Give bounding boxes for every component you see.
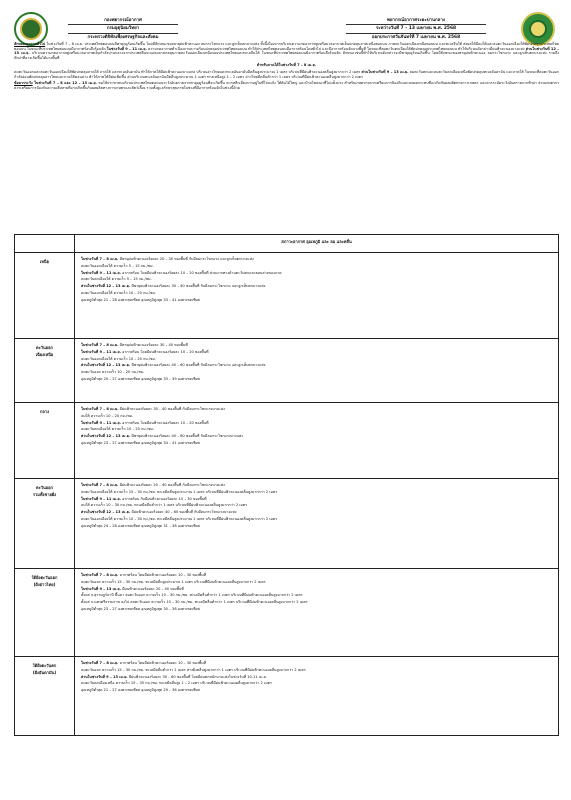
table-header-row — [15, 235, 559, 253]
forecast-line — [81, 363, 552, 368]
forecast-detail: ลมตะวันออกเฉียงใต้ ความเร็ว 10 – 20 กม./ชม. — [81, 356, 156, 361]
forecast-line — [81, 573, 552, 578]
forecast-line — [81, 264, 552, 269]
forecast-line — [81, 370, 552, 375]
forecast-period: ส่วนในช่วงวันที่ 12 – 13 เม.ย. — [81, 434, 131, 439]
forecast-title: พยากรณ์อากาศระยะปานกลาง — [346, 17, 486, 26]
forecast-detail: ลมตะวันตกเฉียงใต้ ความเร็ว 5 – 15 กม./ชม. — [81, 277, 152, 282]
region-name-cell — [15, 479, 75, 569]
forecast-line — [81, 377, 552, 382]
forecast-line — [81, 407, 552, 412]
general-weather-text-2: ความกดอากาศต่ำเนื่องจากความร้อนปกคลุมประเทศไทยตอนบน ทำให้ประเทศไทยตอนบนมีอากาศร้อนโดยทั่วไป และมีอากาศร้อนจัดบางพื้นที่ ในขณะที่ลมตะวันตกเฉียงใต้พัดปกคลุมประเทศไทยตอนบน ทำให้บริเวณดังกล่าวมีฝนฟ้าคะนองบางแห่ง — [146, 46, 525, 51]
forecast-line — [81, 503, 552, 508]
forecast-line — [81, 593, 552, 598]
forecast-period: ในช่วงวันที่ 9 – 11 เม.ย. — [81, 349, 122, 354]
region-column-header — [15, 235, 75, 253]
table-row — [15, 657, 559, 736]
forecast-detail: ลมใต้ ความเร็ว 10 – 30 กม./ชม. ทะเลมีคลื่นต่ำกว่า 1 เมตร บริเวณที่มีฝนฟ้าคะนองคลื่นสูงมากกว่า 2 เมตร — [81, 503, 248, 508]
agency-info — [68, 17, 178, 42]
region-forecast-cell — [75, 479, 559, 569]
forecast-detail: ลมตะวันออกเฉียงใต้ ความเร็ว 10 – 20 กม./ชม. — [81, 290, 156, 295]
forecast-line — [81, 510, 552, 515]
forecast-detail: มีพายุฝนฟ้าคะนองร้อยละ 30 – 40 ของพื้นที่ กับมีลมกระโชกแรง และลูกเห็บตกบางแห่ง — [130, 284, 266, 289]
south-period-2: ส่วนในช่วงวันที่ 9 – 13 เม.ย. — [361, 69, 409, 74]
region-name-cell — [15, 403, 75, 479]
region-name-cell — [15, 569, 75, 657]
forecast-period: ในช่วงวันที่ 7 – 8 เม.ย. — [81, 257, 119, 261]
regional-forecast-table — [14, 234, 559, 736]
forecast-line — [81, 284, 552, 289]
forecast-detail: อากาศร้อน โดยมีฝนฟ้าคะนองร้อยละ 10 – 30 ของพื้นที่ — [118, 573, 206, 577]
forecast-line — [81, 587, 552, 592]
forecast-line — [81, 298, 552, 303]
conditions-column-header: สภาวะอากาศ อุณหภูมิ และ ลม และคลื่น — [75, 235, 559, 253]
advice-label: ข้อควรระวัง — [14, 81, 33, 86]
forecast-detail: มีฝนฟ้าคะนองร้อยละ 30 – 60 ของพื้นที่ โดยมีฝนตกหนักบางแห่งในช่วงวันที่ 10-11 เม.ย. — [127, 674, 267, 679]
forecast-line — [81, 427, 552, 432]
forecast-line — [81, 580, 552, 585]
forecast-line — [81, 675, 552, 680]
forecast-line — [81, 483, 552, 488]
tmd-logo-icon — [14, 12, 48, 46]
forecast-detail: อุณหภูมิต่ำสุด 21 – 28 องศาเซลเซียส อุณหภูมิสูงสุด 33 – 41 องศาเซลเซียส — [81, 297, 200, 302]
forecast-detail: ลมตะวันออก ความเร็ว 15 – 30 กม./ชม. ทะเลมีคลื่นต่ำกว่า 1 เมตร ห่างฝั่งคลื่นสูงมากกว่า 1 เมตร บริเวณที่มีฝนฟ้าคะนองคลื่นสูงมากกว่า 2 เมตร — [81, 667, 306, 672]
forecast-line — [81, 350, 552, 355]
forecast-detail: ลมตะวันออกเฉียงใต้ ความเร็ว 5 – 15 กม./ชม. — [81, 263, 154, 268]
region-forecast-cell — [75, 403, 559, 479]
agency-line-2: กรมอุตุนิยมวิทยา — [68, 25, 178, 34]
forecast-detail: ลมตะวันออกเฉียงใต้ ความเร็ว 10 – 30 กม./ชม. ทะเลมีคลื่นสูงประมาณ 1 เมตร บริเวณที่มีฝนฟ้าคะนองคลื่นสูงมากกว่า 2 เมตร — [81, 516, 278, 521]
forecast-line — [81, 607, 552, 612]
forecast-detail: อุณหภูมิต่ำสุด 24 – 28 องศาเซลเซียส อุณหภูมิสูงสุด 31 – 38 องศาเซลเซียส — [81, 523, 200, 528]
forecast-detail: มีพายุฝนฟ้าคะนองร้อยละ 30 – 40 ของพื้นที่ — [118, 343, 188, 347]
forecast-summary — [14, 42, 559, 92]
forecast-detail: มีพายุฝนฟ้าคะนองร้อยละ 40 – 60 ของพื้นที่ กับมีลมกระโชกแรงบางแห่ง — [130, 434, 244, 439]
region-name-line: เหนือ — [39, 259, 50, 264]
region-name-line: (ฝั่งอ่าวไทย) — [33, 581, 56, 587]
forecast-line — [81, 357, 552, 362]
forecast-detail: ลมตะวันตกเฉียงเหนือ ความเร็ว 15 – 35 กม./ชม. ทะเลมีคลื่นสูง 1 – 2 เมตร บริเวณที่มีฝนฟ้าคะนองคลื่นสูงมากกว่า 2 เมตร — [81, 681, 272, 686]
forecast-detail: ลมใต้ ความเร็ว 10 – 20 กม./ชม. — [81, 413, 134, 418]
general-weather-label: ลักษณะอากาศทั่วไป — [14, 42, 46, 46]
forecast-line — [81, 343, 552, 348]
forecast-period: ในช่วงวันที่ 7 – 8 เม.ย. — [81, 407, 119, 411]
forecast-line — [81, 434, 552, 439]
forecast-line — [81, 257, 552, 262]
forecast-detail: อากาศร้อน โดยมีฝนฟ้าคะนองร้อยละ 10 – 20 ของพื้นที่ ส่วนมากทางด้านตะวันตกและตอนล่างของภาค — [121, 270, 282, 275]
forecast-detail: อุณหภูมิต่ำสุด 23 – 27 องศาเซลเซียส อุณหภูมิสูงสุด 30 – 36 องศาเซลเซียส — [81, 606, 200, 611]
advice-period: ในช่วงวันที่ 7 – 8 และ 12 – 13 เม.ย. — [32, 81, 97, 86]
table-row — [15, 569, 559, 657]
forecast-period: ในช่วงวันที่ 9 – 11 เม.ย. — [81, 496, 122, 501]
south-text-1: ลมตะวันออกและลมตะวันออกเฉียงใต้พัดปกคลุมภาคใต้ ภาคใต้ และทะเลอันดามัน ทำให้ภาคใต้มีฝนฟ้าคะนองบางแห่ง บริเวณอ่าวไทยและทะเลอันดามันมีคลื่นสูงประมาณ 1 เมตร บริเวณที่มีฝนฟ้าคะนองคลื่นสูงมากกว่า 2 เมตร — [14, 69, 361, 74]
forecast-detail: มีพายุฝนฟ้าคะนองร้อยละ 20 – 30 ของพื้นที่ กับมีลมกระโชกแรง และลูกเห็บตกบางแห่ง — [118, 257, 254, 261]
table-row — [15, 403, 559, 479]
region-name-line: รวมทั้งชายฝั่ง — [32, 491, 57, 497]
table-row — [15, 339, 559, 403]
table-row — [15, 253, 559, 339]
forecast-line — [81, 497, 552, 502]
region-name-line: ตะวันออก — [36, 485, 53, 490]
forecast-detail: อุณหภูมิต่ำสุด 20 – 27 องศาเซลเซียส อุณหภูมิสูงสุด 33 – 39 องศาเซลเซียส — [81, 376, 200, 381]
region-forecast-cell — [75, 569, 559, 657]
forecast-line — [81, 271, 552, 276]
general-weather-text-1: ในช่วงวันที่ 7 – 8 เม.ย. ประเทศไทยตอนบนมีพายุฤดูร้อนเกิดขึ้น โดยมีลักษณะของพายุฝนฟ้าคะนอง ลมกระโชกแรง และลูกเห็บตกบางแห่ง ทั้งนี้เนื่องจากบริเวณความกดอากาศสูงหรือมวลอากาศเย็นปกคลุมภาคเหนือตอนบน ภาคตะวันออกเฉียงเหนือตอนบน และทะเลจีนใต้ ส่งผลให้มีลมใต้และลมตะวันออกเฉียงใต้พัดปกคลุมประเทศไทยตอนบน ในขณะที่ประเทศไทยตอนบนมีอากาศร้อนถึงร้อนจัด — [14, 42, 559, 51]
region-name-cell — [15, 657, 75, 736]
forecast-detail: ตั้งแต่ จ.นครศรีธรรมราช ลงไป ลมตะวันออก ความเร็ว 10 – 30 กม./ชม. ทะเลมีคลื่นต่ำกว่า 1 เมตร บริเวณที่มีฝนฟ้าคะนองคลื่นสูงมากกว่า 2 เมตร — [81, 600, 308, 605]
forecast-line — [81, 414, 552, 419]
forecast-line — [81, 490, 552, 495]
agency-line-1: กองพยากรณ์อากาศ — [68, 17, 178, 26]
forecast-period: ส่วนในช่วงวันที่ 9 – 13 เม.ย. — [81, 674, 128, 679]
general-weather-text-3: บริเวณความกดอากาศสูงหรือมวลอากาศเย็นกำลังปานกลางจากประเทศจีนจะแผ่ลงมาปกคลุมภาคตะวันออกเฉียงเหนือของประเทศไทยและทะเลจีนใต้ ในขณะที่ประเทศไทยตอนบนมีอากาศร้อนถึงร้อนจัด ลักษณะเช่นนี้ทำให้บริเวณดังกล่าวจะมีพายุฤดูร้อนเกิดขึ้น โดยมีลักษณะของพายุฝนฟ้าคะนอง ลมกระโชกแรง และลูกเห็บตกบางแห่ง รวมถึงฟ้าผ่าที่อาจเกิดขึ้นได้บางพื้นที่ — [14, 51, 560, 60]
forecast-line — [81, 291, 552, 296]
forecast-period: ในช่วงวันที่ 7 – 8 เม.ย. — [81, 573, 119, 577]
forecast-line — [81, 421, 552, 426]
forecast-line — [81, 661, 552, 666]
forecast-period: ในช่วงวันที่ 7 – 8 เม.ย. — [81, 343, 119, 347]
region-forecast-cell — [75, 657, 559, 736]
forecast-period: ส่วนในช่วงวันที่ 12 – 13 เม.ย. — [81, 363, 131, 368]
forecast-line — [81, 688, 552, 693]
forecast-period: ในช่วงวันที่ 9 – 11 เม.ย. — [81, 270, 122, 275]
region-forecast-cell — [75, 253, 559, 339]
forecast-period: ส่วนในช่วงวันที่ 12 – 13 เม.ย. — [81, 510, 131, 515]
forecast-period: ส่วนในช่วงวันที่ 12 – 13 เม.ย. — [81, 284, 131, 289]
forecast-detail: ลมตะวันตกเฉียงใต้ ความเร็ว 10 – 20 กม./ชม. — [81, 427, 154, 432]
forecast-detail: ลมตะวันออกเฉียงใต้ ความเร็ว 15 – 30 กม./ชม. ทะเลมีคลื่นสูงประมาณ 1 เมตร บริเวณที่มีฝนฟ้าคะนองคลื่นสูงมากกว่า 2 เมตร — [81, 489, 278, 494]
forecast-detail: มีพายุฝนฟ้าคะนองร้อยละ 40 – 60 ของพื้นที่ กับมีลมกระโชกแรง และลูกเห็บตกบางแห่ง — [130, 363, 266, 368]
forecast-period: ในช่วงวันที่ 7 – 8 เม.ย. — [81, 483, 119, 487]
advice-paragraph — [14, 81, 559, 90]
forecast-period: ระหว่างวันที่ 7 – 13 เมษายน พ.ศ. 2568 — [346, 25, 486, 34]
forecast-line — [81, 524, 552, 529]
forecast-detail: มีฝนฟ้าคะนองร้อยละ 20 – 40 ของพื้นที่ กับมีลมกระโชกแรงบางแห่ง — [118, 483, 225, 487]
forecast-detail: อากาศร้อน โดยมีฝนฟ้าคะนองร้อยละ 10 – 30 ของพื้นที่ — [118, 661, 206, 665]
south-heading: สำหรับภาคใต้ในช่วงวันที่ 7 – 8 เม.ย. — [256, 63, 317, 68]
forecast-detail: ลมตะวันออก ความเร็ว 15 – 30 กม./ชม. ทะเลมีคลื่นสูงประมาณ 1 เมตร บริเวณที่มีฝนฟ้าคะนองคลื่นสูงมากกว่า 2 เมตร — [81, 579, 266, 584]
region-name-line: เฉียงเหนือ — [35, 351, 54, 357]
region-forecast-cell — [75, 339, 559, 403]
agency-line-3: กระทรวงดิจิทัลเพื่อเศรษฐกิจและสังคม — [87, 34, 159, 40]
forecast-detail: อากาศร้อน กับมีฝนฟ้าคะนองร้อยละ 10 – 30 ของพื้นที่ — [121, 496, 207, 501]
forecast-line — [81, 600, 552, 605]
forecast-detail: อุณหภูมิต่ำสุด 21 – 27 องศาเซลเซียส อุณหภูมิสูงสุด 29 – 36 องศาเซลเซียส — [81, 688, 200, 693]
general-weather-period-2: ในช่วงวันที่ 9 – 11 เม.ย. — [106, 46, 147, 51]
forecast-line — [81, 668, 552, 673]
south-text-2: ลมตะวันตกและลมตะวันตกเฉียงเหนือพัดปกคลุมทะเลอันดามัน และภาคใต้ ในขณะที่ลมตะวันออกกำลังอ่อนพัดปกคลุมอ่าวไทยและภาคใต้ตอนล่าง ทำให้ภาคใต้มีฝนเพิ่มขึ้น ส่วนบริเวณทะเลอันดามันมีคลื่นสูงประมาณ 1 เมตร ทางเหนือสูง 1 – 2 เมตร อ่าวไทยมีคลื่นต่ำกว่า 1 เมตร บริเวณที่มีฝนฟ้าคะนองคลื่นสูงมากกว่า 2 เมตร — [14, 69, 559, 79]
region-name-line: ใต้ฝั่งตะวันออก — [31, 575, 58, 580]
forecast-line — [81, 681, 552, 686]
forecast-info — [346, 17, 486, 42]
forecast-period: ในช่วงวันที่ 9 – 13 เม.ย. — [81, 586, 122, 591]
table-row — [15, 479, 559, 569]
general-weather-period-3: ส่วนในช่วงวันที่ 12 – 13 เม.ย. — [14, 46, 559, 56]
region-name-line: กลาง — [39, 409, 50, 414]
table-body — [15, 253, 559, 736]
forecast-line — [81, 441, 552, 446]
forecast-period: ในช่วงวันที่ 7 – 8 เม.ย. — [81, 661, 119, 665]
forecast-detail: มีฝนฟ้าคะนองร้อยละ 30 – 40 ของพื้นที่ กับมีลมกระโชกแรงบางแห่ง — [118, 407, 225, 411]
forecast-detail: มีฝนฟ้าคะนองร้อยละ 40 – 60 ของพื้นที่ กับมีลมกระโชกแรงบางแห่ง — [130, 510, 237, 515]
forecast-detail: อุณหภูมิต่ำสุด 23 – 27 องศาเซลเซียส อุณหภูมิสูงสุด 34 – 41 องศาเซลเซียส — [81, 440, 200, 445]
forecast-detail: ตั้งแต่ จ.สุราษฎร์ธานี ขึ้นมา ลมตะวันออก ความเร็ว 10 – 30 กม./ชม. ทะเลมีคลื่นต่ำกว่า 1 เมตร บริเวณที่มีฝนฟ้าคะนองคลื่นสูงมากกว่า 2 เมตร — [81, 593, 303, 598]
forecast-line — [81, 517, 552, 522]
general-weather-paragraph — [14, 42, 559, 60]
region-name-cell — [15, 253, 75, 339]
forecast-detail: อากาศร้อน โดยมีฝนฟ้าคะนองร้อยละ 10 – 20 ของพื้นที่ — [121, 420, 209, 425]
south-paragraph — [14, 70, 559, 79]
forecast-detail: มีฝนฟ้าคะนองร้อยละ 20 – 40 ของพื้นที่ — [121, 586, 184, 591]
forecast-line — [81, 277, 552, 282]
forecast-detail: อากาศร้อน โดยมีฝนฟ้าคะนองร้อยละ 10 – 20 ของพื้นที่ — [121, 349, 209, 354]
forecast-period: ในช่วงวันที่ 9 – 11 เม.ย. — [81, 420, 122, 425]
ministry-logo-icon — [521, 12, 555, 46]
forecast-issue-date: ออกประกาศวันจันทร์ที่ 7 เมษายน พ.ศ. 2568 — [371, 34, 461, 40]
forecast-detail: ลมตะวันออก ความเร็ว 10 – 20 กม./ชม. — [81, 370, 145, 375]
region-name-cell — [15, 339, 75, 403]
region-name-line: ใต้ฝั่งตะวันตก — [32, 663, 57, 668]
advice-text: ขอให้ประชาชนบริเวณประเทศไทยตอนบนระวังอันตรายจากพายุฤดูร้อนที่จะเกิดขึ้น ควรหลีกเลี่ยงการอยู่ในที่โล่งแจ้ง ใต้ต้นไม้ใหญ่ และป้ายโฆษณาที่ไม่แข็งแรง สำหรับเกษตรกรควรเตรียมการป้องกันและลดผลกระทบที่จะเกิดกับผลผลิตทางการเกษตร และควรระมัดระวังอันตรายจากฟ้าผ่า ส่วนเกษตรกรควรเตรียมการป้องกันความเสียหายที่อาจเกิดขึ้นกับผลผลิตทางการเกษตรและสัตว์เลี้ยง รวมทั้งดูแลรักษาสุขภาพในช่วงที่มีอากาศร้อนจัดในช่วงนี้ด้วย — [14, 81, 560, 90]
region-name-line: ตะวันออก — [36, 345, 53, 350]
region-name-line: (ฝั่งอันดามัน) — [32, 669, 57, 675]
